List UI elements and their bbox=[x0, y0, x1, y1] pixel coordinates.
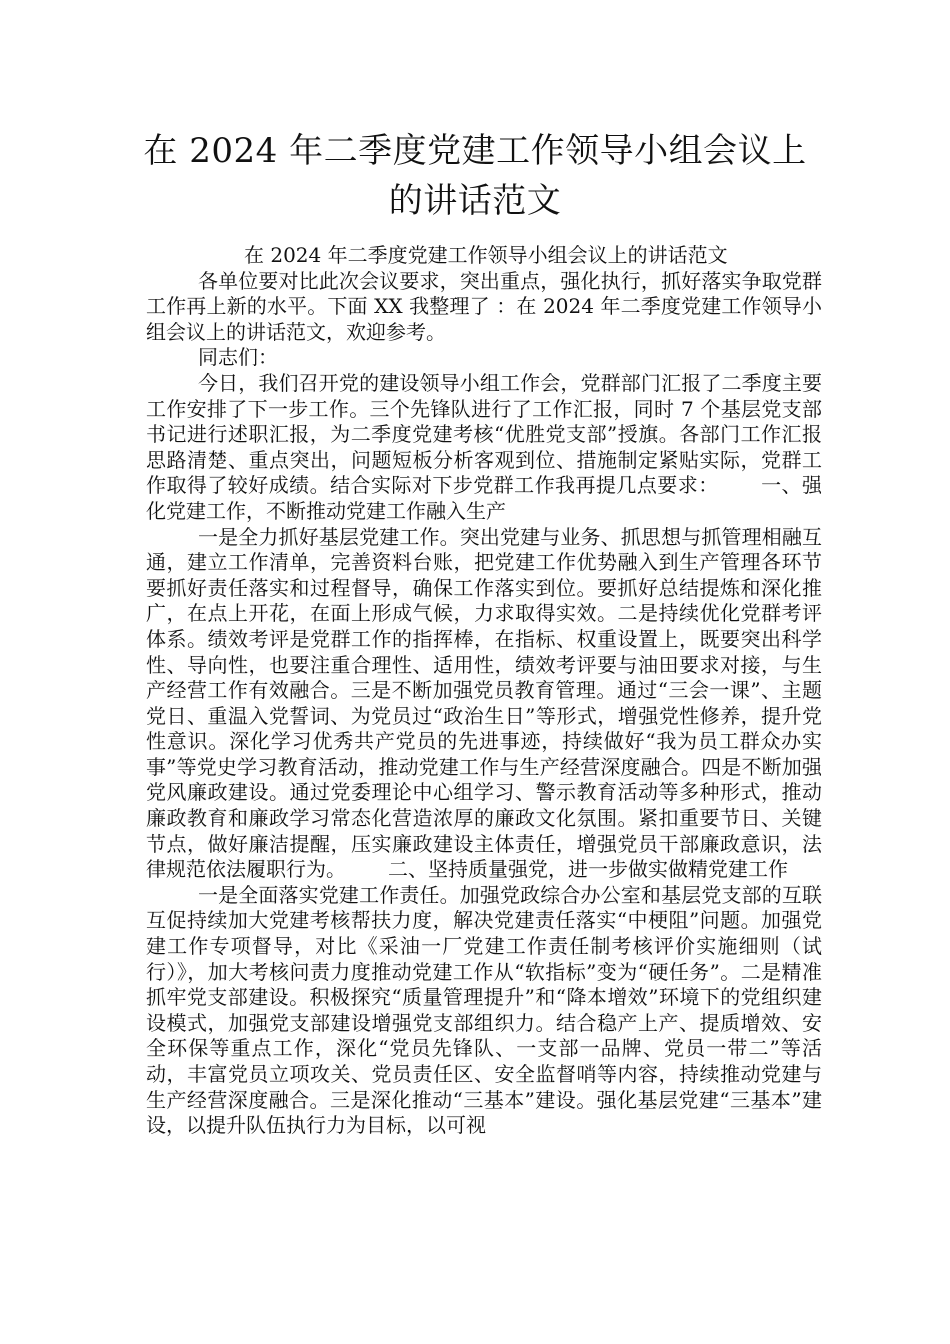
title-line-1: 在 2024 年二季度党建工作领导小组会议上 bbox=[143, 131, 807, 171]
intro-paragraph: 各单位要对比此次会议要求，突出重点，强化执行，抓好落实争取党群工作再上新的水平。下面 XX 我整理了 ：在 2024 年二季度党建工作领导小组会议上的讲话范文，欢迎参考。 bbox=[146, 268, 822, 344]
subtitle-line: 在 2024 年二季度党建工作领导小组会议上的讲话范文 bbox=[244, 243, 728, 267]
salutation: 同志们： bbox=[198, 345, 278, 370]
paragraph-1-text: 今日，我们召开党的建设领导小组工作会，党群部门汇报了二季度主要工作安排了下一步工作。三个先锋队进行了工作汇报，同时 7 个基层党支部书记进行述职汇报，为二季度党建考核“优胜党支部”授旗。各部门工作汇报思路清楚、重点突出，问题短板分析客观到位、措施制定紧贴实际，党群工作取得了较好成绩。结合实际对下步党群工作我再提几点要求： bbox=[146, 370, 822, 498]
document-title bbox=[100, 126, 850, 226]
section-heading-1: 一、强化党建工作，不断推动党建工作融入生产 bbox=[146, 473, 823, 523]
paragraph-2 bbox=[146, 525, 822, 883]
paragraph-1 bbox=[146, 371, 822, 525]
paragraph-2-text: 一是全力抓好基层党建工作。突出党建与业务、抓思想与抓管理相融互通，建立工作清单，完善资料台账，把党建工作优势融入到生产管理各环节要抓好责任落实和过程督导，确保工作落实到位。要抓好总结提炼和深化推广，在点上开花，在面上形成气候，力求取得实效。二是持续优化党群考评体系。绩效考评是党群工作的指挥棒，在指标、权重设置上，既要突出科学性、导向性，也要注重合理性、适用性，绩效考评要与油田要求对接，与生产经营工作有效融合。三是不断加强党员教育管理。通过“三会一课”、主题党日、重温入党誓词、为党员过“政治生日”等形式，增强党性修养，提升党性意识。深化学习优秀共产党员的先进事迹，持续做好“我为员工群众办实事”等党史学习教育活动，推动党建工作与生产经营深度融合。四是不断加强党风廉政建设。通过党委理论中心组学习、警示教育活动等多种形式，推动廉政教育和廉政学习常态化营造浓厚的廉政文化氛围。紧扣重要节日、关键节点，做好廉洁提醒，压实廉政建设主体责任，增强党员干部廉政意识，法律规范依法履职行为。 bbox=[146, 524, 822, 882]
title-line-2: 的讲话范文 bbox=[388, 181, 562, 221]
section-heading-2: 二、坚持质量强党，进一步做实做精党建工作 bbox=[388, 857, 788, 882]
paragraph-3: 一是全面落实党建工作责任。加强党政综合办公室和基层党支部的互联互促持续加大党建考核帮扶力度，解决党建责任落实“中梗阻”问题。加强党建工作专项督导，对比《采油一厂党建工作责任制考核评价实施细则（试行）》，加大考核问责力度推动党建工作从“软指标”变为“硬任务”。二是精准抓牢党支部建设。积极探究“质量管理提升”和“降本增效”环境下的党组织建设模式，加强党支部建设增强党支部组织力。结合稳产上产、提质增效、安全环保等重点工作，深化“党员先锋队、一支部一品牌、党员一带二”等活动，丰富党员立项攻关、党员责任区、安全监督哨等内容，持续推动党建与生产经营深度融合。三是深化推动“三基本”建设。强化基层党建“三基本”建设，以提升队伍执行力为目标，以可视 bbox=[146, 882, 822, 1138]
document-body bbox=[146, 243, 822, 1139]
